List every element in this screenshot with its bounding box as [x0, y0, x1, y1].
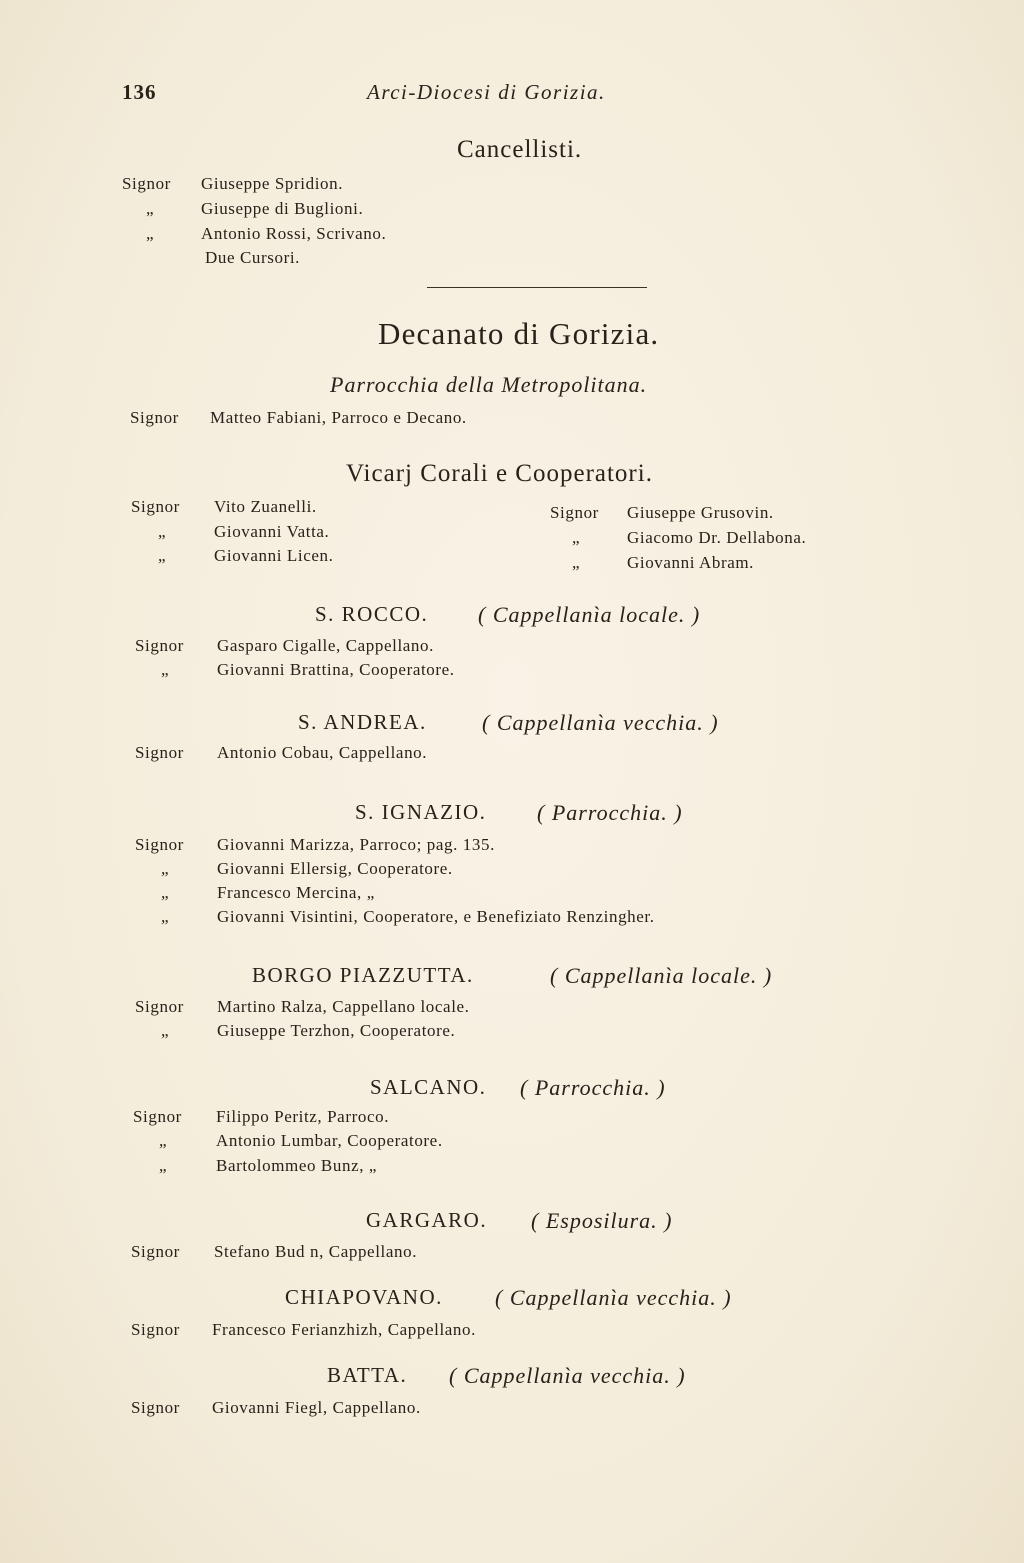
section-6-type: ( Cappellanìa vecchia. ) — [495, 1285, 732, 1310]
cancellisti-entry-3: Due Cursori. — [205, 248, 301, 267]
section-4-entry-2: Bartolommeo Bunz, „ — [216, 1156, 378, 1175]
section-2-entry-1: Giovanni Ellersig, Cooperatore. — [217, 859, 453, 878]
decanato-heading: Decanato di Gorizia. — [378, 316, 660, 351]
section-7-title-0: Signor — [131, 1398, 180, 1417]
section-7-name: BATTA. — [327, 1363, 408, 1387]
section-0-title-1: „ — [161, 660, 170, 679]
vicarj-left-title-2: „ — [158, 546, 167, 565]
section-1-name: S. ANDREA. — [298, 710, 427, 734]
vicarj-heading: Vicarj Corali e Cooperatori. — [346, 460, 653, 487]
section-1-entry-0: Antonio Cobau, Cappellano. — [217, 743, 428, 762]
section-4-title-0: Signor — [133, 1107, 182, 1126]
section-7-entry-0: Giovanni Fiegl, Cappellano. — [212, 1398, 421, 1417]
section-2-entry-3: Giovanni Visintini, Cooperatore, e Benefiziato Renzingher. — [217, 907, 655, 926]
section-7-type: ( Cappellanìa vecchia. ) — [449, 1363, 686, 1388]
vicarj-right-title-2: „ — [572, 553, 581, 572]
vicarj-left-title-0: Signor — [131, 497, 180, 516]
vicarj-right-title-0: Signor — [550, 503, 599, 522]
running-title: Arci-Diocesi di Gorizia. — [367, 80, 606, 104]
section-3-entry-0: Martino Ralza, Cappellano locale. — [217, 997, 470, 1016]
section-0-entry-0: Gasparo Cigalle, Cappellano. — [217, 636, 434, 655]
section-2-title-2: „ — [161, 883, 170, 902]
section-0-title-0: Signor — [135, 636, 184, 655]
section-3-title-0: Signor — [135, 997, 184, 1016]
cancellisti-entry-2: Antonio Rossi, Scrivano. — [201, 224, 387, 243]
section-6-name: CHIAPOVANO. — [285, 1285, 443, 1309]
section-4-name: SALCANO. — [370, 1075, 487, 1099]
section-6-title-0: Signor — [131, 1320, 180, 1339]
section-0-entry-1: Giovanni Brattina, Cooperatore. — [217, 660, 455, 679]
section-3-entry-1: Giuseppe Terzhon, Cooperatore. — [217, 1021, 456, 1040]
section-4-title-1: „ — [159, 1131, 168, 1150]
vicarj-right-entry-0: Giuseppe Grusovin. — [627, 503, 774, 522]
section-4-entry-0: Filippo Peritz, Parroco. — [216, 1107, 390, 1126]
section-2-name: S. IGNAZIO. — [355, 800, 487, 824]
section-4-entry-1: Antonio Lumbar, Cooperatore. — [216, 1131, 443, 1150]
section-1-type: ( Cappellanìa vecchia. ) — [482, 710, 719, 735]
decanato-title: Signor — [130, 408, 179, 427]
vicarj-left-title-1: „ — [158, 522, 167, 541]
section-2-entry-2: Francesco Mercina, „ — [217, 883, 375, 902]
section-1-title-0: Signor — [135, 743, 184, 762]
cancellisti-heading: Cancellisti. — [457, 136, 583, 163]
section-5-title-0: Signor — [131, 1242, 180, 1261]
section-divider — [427, 287, 647, 288]
section-2-title-3: „ — [161, 907, 170, 926]
section-2-title-0: Signor — [135, 835, 184, 854]
decanato-entry: Matteo Fabiani, Parroco e Decano. — [210, 408, 467, 427]
cancellisti-title-2: „ — [146, 224, 155, 243]
section-2-type: ( Parrocchia. ) — [537, 800, 683, 825]
section-6-entry-0: Francesco Ferianzhizh, Cappellano. — [212, 1320, 476, 1339]
page-number: 136 — [122, 80, 157, 104]
cancellisti-entry-1: Giuseppe di Buglioni. — [201, 199, 364, 218]
section-5-type: ( Esposilura. ) — [531, 1208, 673, 1233]
section-2-entry-0: Giovanni Marizza, Parroco; pag. 135. — [217, 835, 495, 854]
vicarj-left-entry-2: Giovanni Licen. — [214, 546, 334, 565]
decanato-subheading: Parrocchia della Metropolitana. — [330, 372, 648, 397]
section-4-title-2: „ — [159, 1156, 168, 1175]
section-3-type: ( Cappellanìa locale. ) — [550, 963, 773, 988]
vicarj-left-entry-1: Giovanni Vatta. — [214, 522, 330, 541]
section-5-name: GARGARO. — [366, 1208, 488, 1232]
vicarj-right-title-1: „ — [572, 528, 581, 547]
vicarj-right-entry-1: Giacomo Dr. Dellabona. — [627, 528, 807, 547]
section-5-entry-0: Stefano Bud n, Cappellano. — [214, 1242, 418, 1261]
section-4-type: ( Parrocchia. ) — [520, 1075, 666, 1100]
cancellisti-title-0: Signor — [122, 174, 171, 193]
section-2-title-1: „ — [161, 859, 170, 878]
cancellisti-entry-0: Giuseppe Spridion. — [201, 174, 344, 193]
vicarj-right-entry-2: Giovanni Abram. — [627, 553, 755, 572]
section-3-title-1: „ — [161, 1021, 170, 1040]
vicarj-left-entry-0: Vito Zuanelli. — [214, 497, 317, 516]
section-0-name: S. ROCCO. — [315, 602, 429, 626]
section-3-name: BORGO PIAZZUTTA. — [252, 963, 474, 987]
section-0-type: ( Cappellanìa locale. ) — [478, 602, 701, 627]
cancellisti-title-1: „ — [146, 199, 155, 218]
